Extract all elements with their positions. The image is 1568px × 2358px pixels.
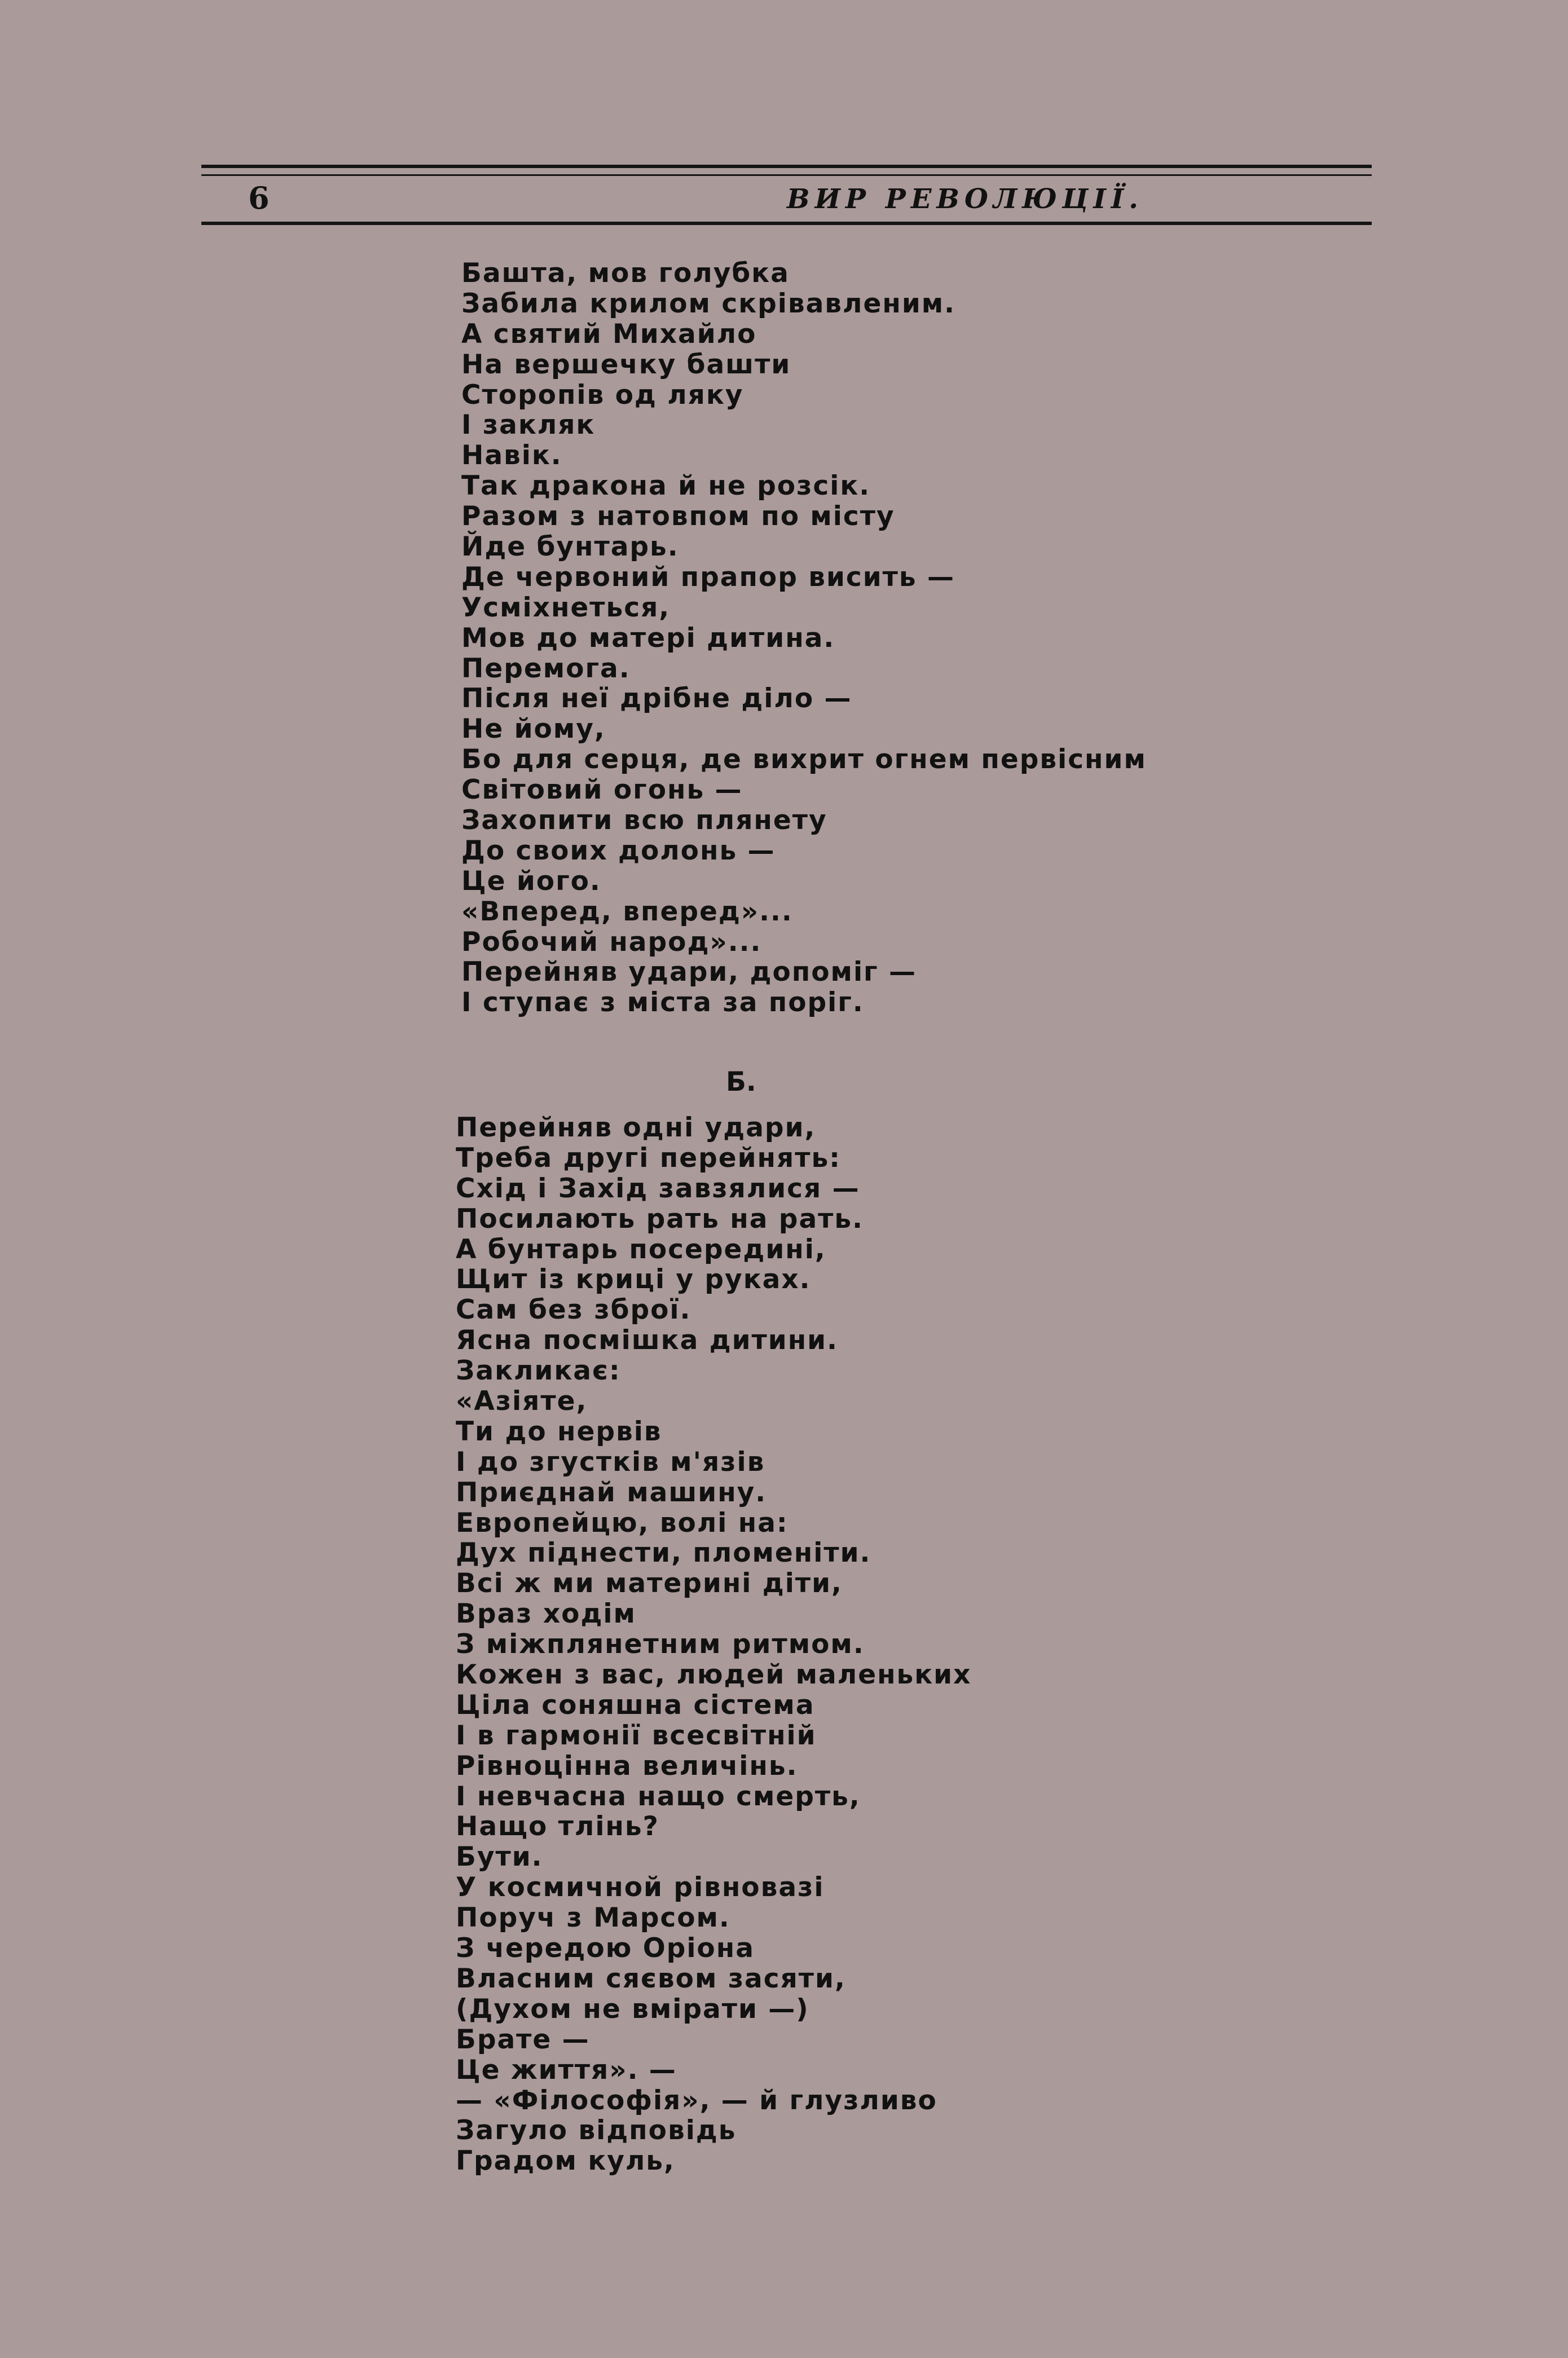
page-number: 6 [248,180,271,216]
header-rule-bottom [201,222,1372,225]
verse-line: Бути. [456,1841,543,1873]
verse-line: Так дракона й не розсік. [461,470,871,502]
verse-line: Схід і Захід завзялися — [456,1173,860,1204]
verse-line: З чередою Оріона [456,1933,755,1964]
verse-line: На вершечку башти [461,349,791,380]
verse-line: Приєднай машину. [456,1476,767,1508]
verse-line: — «Філософія», — й глузливо [456,2084,937,2116]
verse-line: «Азіяте, [456,1386,588,1417]
verse-line: Бо для серця, де вихрит огнем первісним [461,744,1147,775]
verse-line: І ступає з міста за поріг. [461,987,864,1019]
verse-line: Загуло відповідь [456,2115,737,2147]
verse-line: Це його. [461,865,601,897]
verse-line: Сам без зброї. [456,1294,691,1326]
verse-line: Перейняв одні удари, [456,1112,816,1143]
verse-line: Ціла соняшна сістема [456,1689,815,1721]
running-title: ВИР РЕВОЛЮЦІЇ. [787,183,1144,215]
verse-line: Робочий народ»... [461,926,762,958]
verse-line: І закляк [461,409,596,441]
verse-line: Ясна посмішка дитини. [456,1325,838,1356]
verse-line: Це життя». — [456,2054,677,2086]
verse-line: Перемога. [461,653,631,684]
verse-line: Перейняв удари, допоміг — [461,957,917,988]
verse-line: У космичной рівновазі [456,1872,825,1903]
verse-line: І до згустків м'язів [456,1446,765,1478]
verse-line: Сторопів од ляку [461,379,744,411]
verse-line: Мов до матері дитина. [461,622,835,654]
verse-line: Світовий огонь — [461,774,743,806]
verse-line: Посилають рать на рать. [456,1203,864,1235]
verse-line: Враз ходім [456,1598,636,1630]
verse-line: Власним сяєвом засяти, [456,1963,846,1994]
verse-line: Захопити всю плянету [461,805,827,836]
verse-line: З міжплянетним ритмом. [456,1629,865,1660]
verse-line: Після неї дрібне діло — [461,683,852,715]
header-rule-top [201,165,1372,168]
verse-line: Дух піднести, пломеніти. [456,1537,871,1569]
stanza-1 [461,258,1147,1018]
verse-line: А бунтарь посередині, [456,1233,826,1265]
verse-line: Башта, мов голубка [461,258,790,289]
section-number: Б. [726,1066,756,1098]
verse-line: До своих долонь — [461,835,776,866]
verse-line: Градом куль, [456,2145,675,2177]
verse-line: Щит із криці у руках. [456,1264,811,1295]
stanza-2 [456,1113,971,2176]
verse-line: Не йому, [461,713,606,745]
verse-line: Навік. [461,440,562,471]
verse-line: (Духом не вмірати —) [456,1993,809,2025]
verse-line: Разом з натовпом по місту [461,501,895,532]
verse-line: Забила крилом скрівавленим. [461,288,956,319]
verse-line: І в гармонії всесвітній [456,1720,817,1751]
verse-line: Закликає: [456,1355,621,1387]
verse-line: Йде бунтарь. [461,531,679,563]
verse-line: Брате — [456,2024,590,2055]
verse-line: Рівноцінна величінь. [456,1750,798,1782]
verse-line: Европейцю, волі на: [456,1507,789,1539]
verse-line: А святий Михайло [461,318,757,350]
verse-line: Усміхнеться, [461,592,671,623]
verse-line: Ти до нервів [456,1416,662,1447]
verse-line: Де червоний прапор висить — [461,561,955,593]
verse-line: Треба другі перейнять: [456,1142,841,1174]
verse-line: Кожен з вас, людей маленьких [456,1659,972,1691]
verse-line: Всі ж ми материні діти, [456,1568,843,1599]
verse-line: І невчасна нащо смерть, [456,1780,861,1812]
header-rule-thin [201,174,1372,176]
verse-line: Поруч з Марсом. [456,1902,730,1934]
verse-line: «Вперед, вперед»... [461,896,793,927]
verse-line: Нащо тлінь? [456,1811,659,1843]
